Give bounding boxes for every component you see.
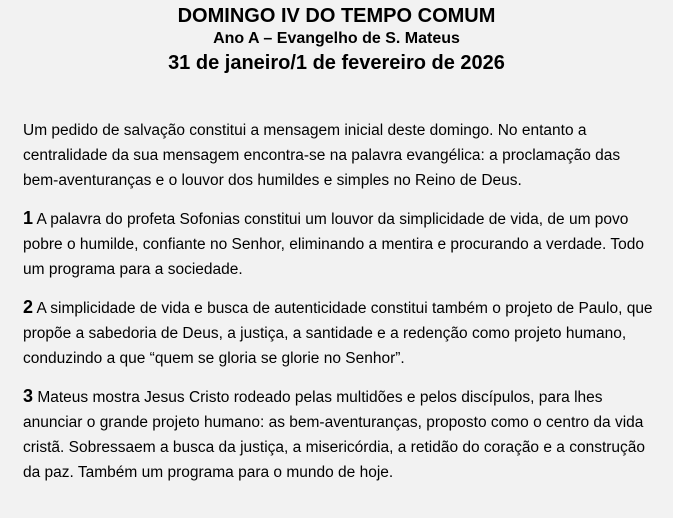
document-header [0, 4, 673, 77]
page-date: 31 de janeiro/1 de fevereiro de 2026 [168, 52, 505, 74]
point-text: A simplicidade de vida e busca de autenticidade constitui também o projeto de Paulo, que propõe a sabedoria de Deus, a justiça, a santidade e a redenção como projeto humano, conduzindo a que “quem se gloria se glorie no Senhor”. [23, 300, 653, 367]
point-paragraph-3 [23, 384, 655, 485]
point-paragraph-1 [23, 206, 655, 282]
page-title: DOMINGO IV DO TEMPO COMUM [177, 5, 496, 27]
point-number: 1 [23, 208, 34, 228]
point-number: 3 [23, 386, 34, 406]
page-subtitle: Ano A – Evangelho de S. Mateus [213, 30, 460, 47]
point-paragraph-2 [23, 295, 655, 371]
point-text: Mateus mostra Jesus Cristo rodeado pelas multidões e pelos discípulos, para lhes anunciar o grande projeto humano: as bem-aventuranças, proposto como o centro da vida cristã. Sobressaem a busca da justiça, a misericórdia, a retidão do coração e a construção da paz. Também um programa para o mundo de hoje. [23, 389, 646, 481]
point-text: A palavra do profeta Sofonias constitui um louvor da simplicidade de vida, de um povo pobre o humilde, confiante no Senhor, eliminando a mentira e procurando a verdade. Todo um programa para a sociedade. [23, 211, 644, 278]
document-body [23, 118, 655, 498]
point-number: 2 [23, 297, 34, 317]
intro-paragraph: Um pedido de salvação constitui a mensagem inicial deste domingo. No entanto a centralidade da sua mensagem encontra-se na palavra evangélica: a proclamação das bem-aventuranças e o louvor dos humildes e simples no Reino de Deus. [23, 122, 621, 189]
